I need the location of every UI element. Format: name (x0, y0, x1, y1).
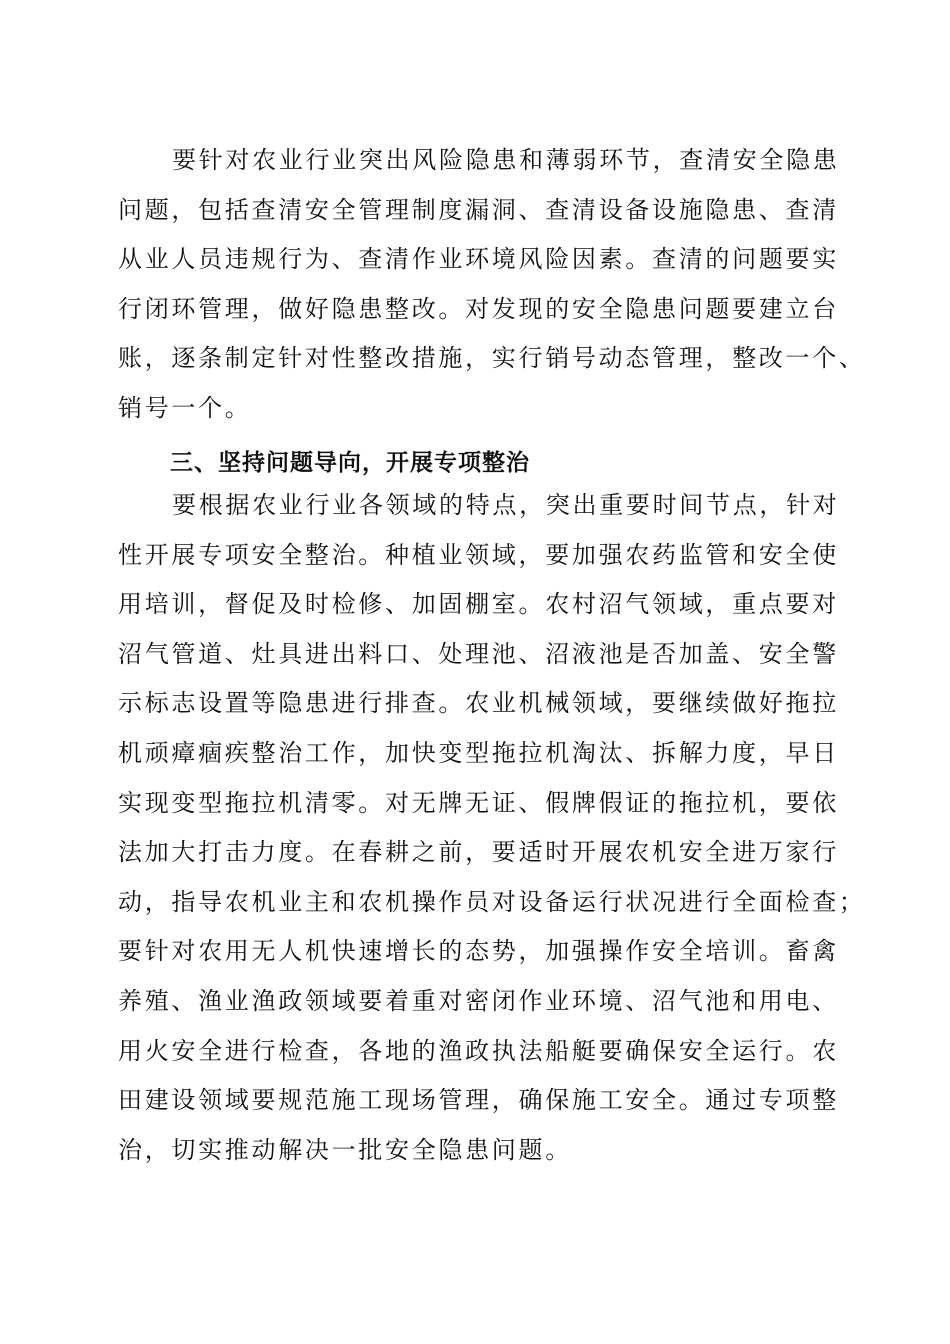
paragraph-line: 销号一个。 (118, 393, 252, 422)
paragraph-special-rectification (118, 481, 866, 1175)
paragraph-line: 实现变型拖拉机清零。对无牌无证、假牌假证的拖拉机，要依 (118, 788, 839, 817)
paragraph-line: 要针对农业行业突出风险隐患和薄弱环节，查清安全隐患 (172, 146, 840, 174)
paragraph-line: 养殖、渔业渔政领域要着重对密闭作业环境、沼气池和用电、 (118, 986, 839, 1015)
paragraph-line: 行闭环管理，做好隐患整改。对发现的安全隐患问题要建立台 (118, 294, 839, 323)
paragraph-line: 用火安全进行检查，各地的渔政执法船艇要确保安全运行。农 (118, 1036, 839, 1065)
paragraph-line: 要针对农用无人机快速增长的态势，加强操作安全培训。畜禽 (118, 937, 839, 966)
paragraph-line: 田建设领域要规范施工现场管理，确保施工安全。通过专项整 (118, 1086, 839, 1115)
section-heading: 三、坚持问题导向，开展专项整治 (170, 450, 530, 476)
paragraph-line: 机顽瘴痼疾整治工作，加快变型拖拉机淘汰、拆解力度，早日 (118, 738, 839, 767)
paragraph-line: 示标志设置等隐患进行排查。农业机械领域，要继续做好拖拉 (118, 689, 839, 718)
paragraph-line: 沼气管道、灶具进出料口、处理池、沼液池是否加盖、安全警 (118, 639, 839, 668)
paragraph-line: 性开展专项安全整治。种植业领域，要加强农药监管和安全使 (118, 540, 839, 569)
paragraph-line: 动，指导农机业主和农机操作员对设备运行状况进行全面检查； (118, 887, 866, 916)
paragraph-line: 问题，包括查清安全管理制度漏洞、查清设备设施隐患、查清 (118, 195, 839, 224)
paragraph-line: 用培训，督促及时检修、加固棚室。农村沼气领域，重点要对 (118, 590, 839, 619)
paragraph-hazard-check (118, 136, 866, 434)
paragraph-line: 账，逐条制定针对性整改措施，实行销号动态管理，整改一个、 (118, 344, 866, 373)
paragraph-line: 要根据农业行业各领域的特点，突出重要时间节点，针对 (172, 491, 840, 519)
paragraph-line: 从业人员违规行为、查清作业环境风险因素。查清的问题要实 (118, 245, 839, 274)
paragraph-line: 法加大打击力度。在春耕之前，要适时开展农机安全进万家行 (118, 838, 839, 867)
paragraph-line: 治，切实推动解决一批安全隐患问题。 (118, 1135, 572, 1164)
